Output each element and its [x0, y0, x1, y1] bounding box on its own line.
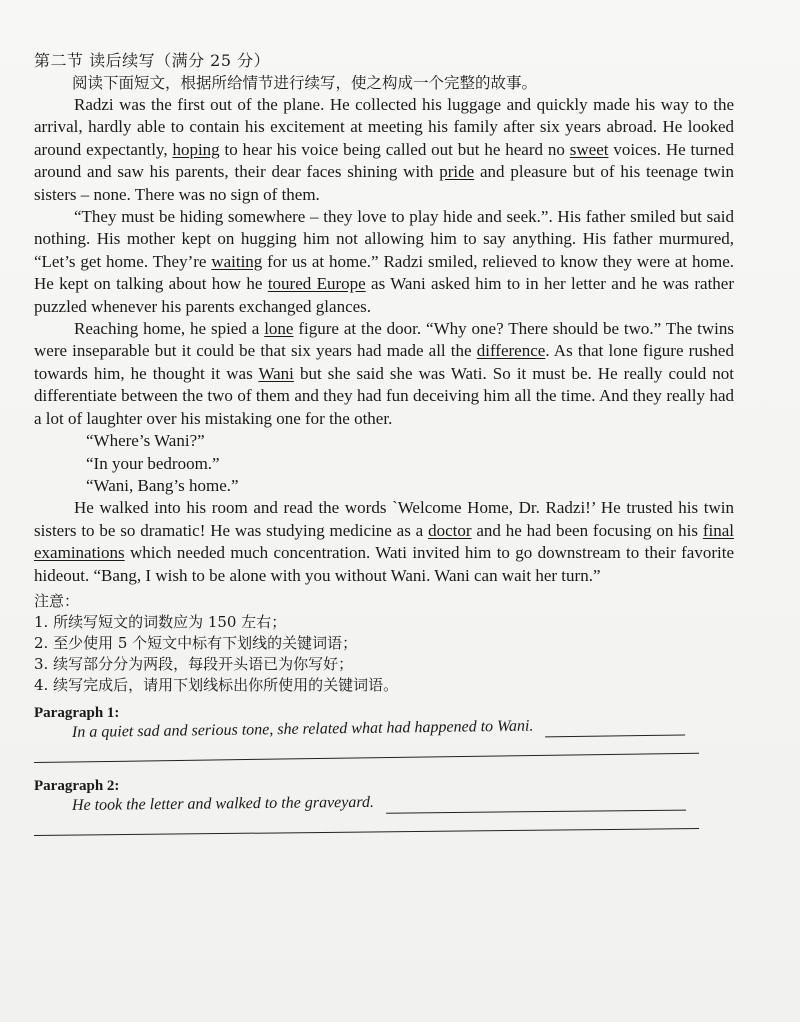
keyword-underlined: final examinations	[34, 520, 734, 563]
story-paragraph-2: “They must be hiding somewhere – they love to play hide and seek.”. His father smiled but said nothing. His mother kept on hugging him not allowing him to say anything. His father murmured, “Let’s get home. They’re waiting for us at home.” Radzi smiled, relieved to know they were at home. He kept on talking about how he toured Europe as Wani asked him to in her letter and he was rather puzzled whenever his parents exchanged glances.	[34, 207, 735, 316]
story-paragraph-4: He walked into his room and read the words `Welcome Home, Dr. Radzi!’ He trusted his twin sisters to be so dramatic! He was studying medicine as a doctor and he had been focusing on his final examinations which needed much concentration. Wati invited him to go downstream to their favorite hideout. “Bang, I wish to be alone with you without Wani. Wani can wait her turn.”	[34, 498, 734, 585]
keyword-underlined: doctor	[428, 520, 472, 540]
paragraph-2-label: Paragraph 2:	[34, 777, 120, 794]
story-paragraph-3: Reaching home, he spied a lone figure at the door. “Why one? There should be two.” The twins were inseparable but it could be that six years had made all the difference. As that lone figure rushed towards him, he thought it was Wani but she said she was Wati. So it must be. He really could not differentiate between the two of them and they had fun deceiving him all the time. And they really had a lot of laughter over his mistaking one for the other.	[34, 319, 734, 428]
keyword-underlined: lone	[264, 319, 294, 339]
note-item: 1. 所续写短文的词数应为 150 左右；	[34, 612, 287, 631]
paragraph-1-block	[34, 704, 734, 763]
dialogue-line-2: “In your bedroom.”	[86, 453, 220, 473]
notes-section	[34, 590, 734, 696]
exam-content	[34, 50, 734, 836]
keyword-underlined: hoping	[172, 139, 220, 159]
note-item: 3. 续写部分分为两段，每段开头语已为你写好；	[34, 654, 354, 673]
keyword-underlined: pride	[439, 162, 475, 182]
keyword-underlined: sweet	[569, 139, 609, 159]
paragraph-2-opening: He took the letter and walked to the graveyard.	[71, 793, 375, 814]
writing-blank[interactable]	[545, 720, 685, 737]
keyword-underlined: toured Europe	[267, 274, 366, 294]
dialogue-line-1: “Where’s Wani?”	[86, 431, 205, 451]
story-passage	[34, 94, 734, 587]
story-paragraph-1: Radzi was the first out of the plane. He collected his luggage and quickly made his way to the arrival, hardly able to contain his excitement at meeting his family after six years abroad. He looked around expectantly, hoping to hear his voice being called out but he heard no sweet voices. He turned around and saw his parents, their dear faces shining with pride and pleasure but of his teenage twin sisters – none. There was no sign of them.	[34, 95, 734, 204]
keyword-underlined: waiting	[211, 251, 263, 271]
writing-line[interactable]	[34, 814, 699, 836]
note-item: 4. 续写完成后，请用下划线标出你所使用的关键词语。	[34, 675, 399, 694]
paragraph-1-label: Paragraph 1:	[34, 704, 120, 721]
note-item: 2. 至少使用 5 个短文中标有下划线的关键词语；	[34, 633, 358, 652]
writing-blank[interactable]	[386, 796, 686, 814]
dialogue-line-3: “Wani, Bang’s home.”	[86, 475, 239, 495]
keyword-underlined: difference	[476, 341, 546, 361]
instruction-text: 阅读下面短文，根据所给情节进行续写，使之构成一个完整的故事。	[72, 74, 538, 92]
paragraph-2-block	[34, 777, 734, 836]
notes-list	[34, 612, 734, 696]
keyword-underlined: Wani	[258, 363, 294, 383]
paragraph-1-opening: In a quiet sad and serious tone, she related what had happened to Wani.	[71, 717, 534, 741]
section-title: 第二节 读后续写（满分 25 分）	[34, 51, 271, 70]
notes-title: 注意：	[34, 591, 80, 610]
